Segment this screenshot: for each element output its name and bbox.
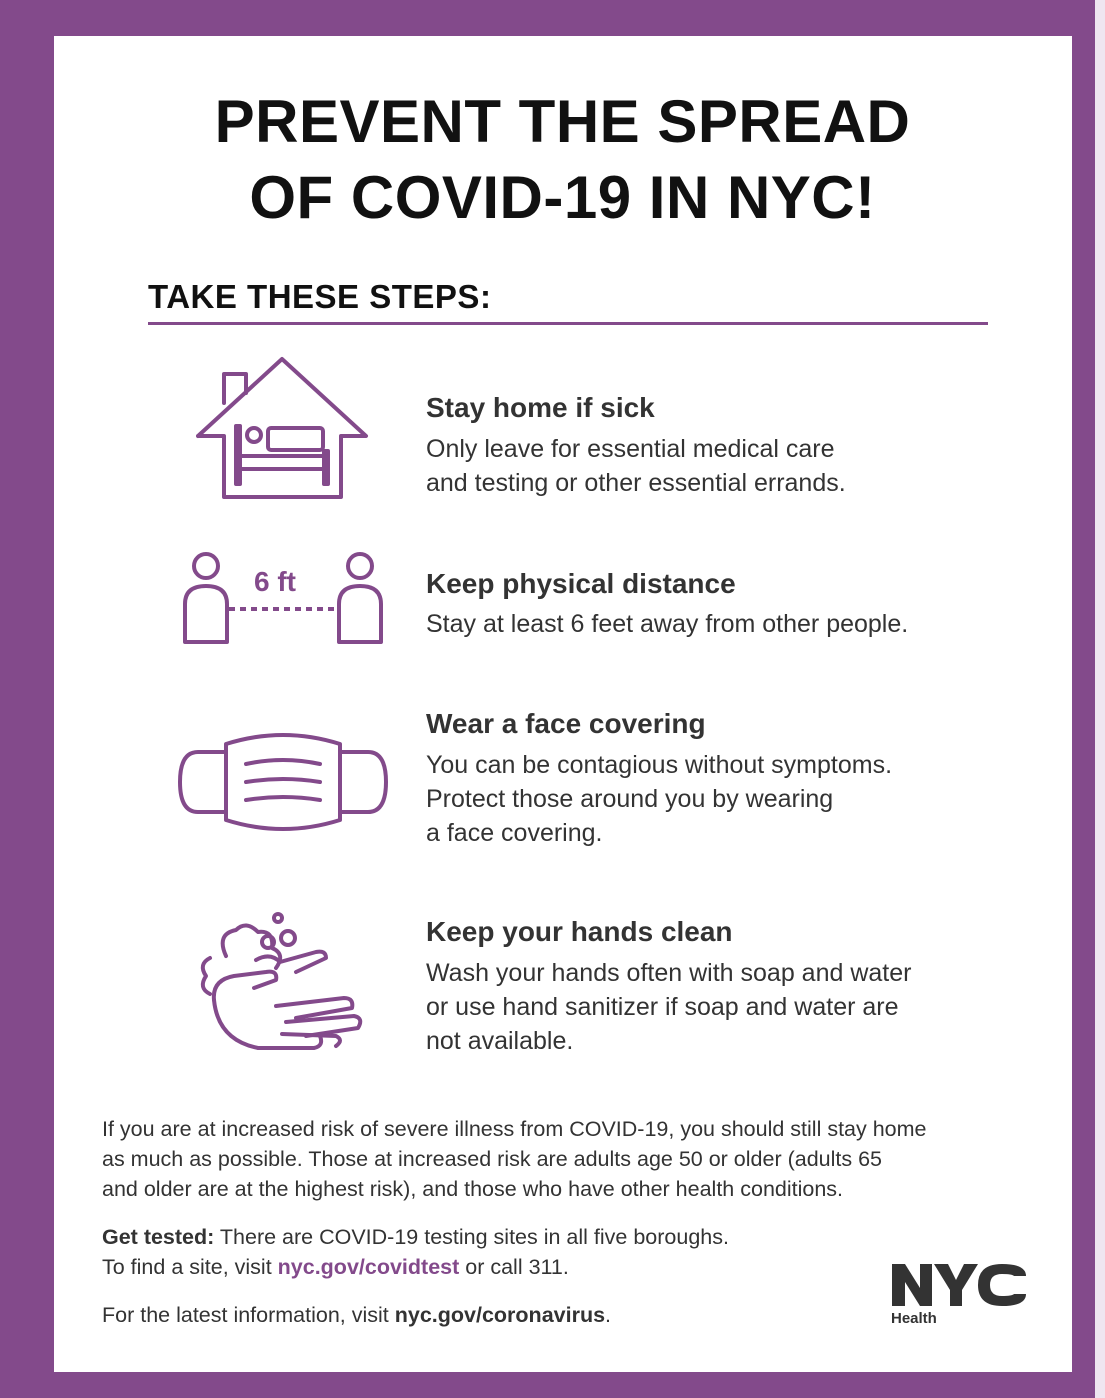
testing-label: Get tested: (102, 1225, 215, 1249)
testing-text-post: or call 311. (459, 1255, 569, 1279)
testing-line-2 (102, 1252, 729, 1282)
steps-heading: TAKE THESE STEPS: (148, 278, 492, 315)
step-title-distance: Keep physical distance (426, 568, 736, 599)
step-title-stay-home: Stay home if sick (426, 392, 655, 423)
step-line: Protect those around you by wearing (426, 785, 834, 813)
latest-pre: For the latest information, visit (102, 1303, 395, 1327)
step-line: and testing or other essential errands. (426, 469, 846, 497)
testing-line-1 (102, 1222, 729, 1252)
page-title (0, 84, 1105, 236)
step-line: Wash your hands often with soap and water (426, 959, 912, 987)
step-title-mask: Wear a face covering (426, 708, 706, 739)
step-line: Stay at least 6 feet away from other people. (426, 610, 909, 638)
latest-info (102, 1300, 611, 1330)
step-line: not available. (426, 1027, 574, 1055)
step-line: Only leave for essential medical care (426, 435, 835, 463)
distance-label: 6 ft (254, 566, 296, 597)
title-line-2: OF COVID-19 IN NYC! (249, 164, 876, 231)
nyc-health-logo (890, 1260, 1030, 1310)
steps-divider (148, 322, 988, 325)
step-text-hands (426, 956, 911, 1058)
face-mask-icon (178, 730, 388, 834)
step-line: You can be contagious without symptoms. (426, 751, 893, 779)
distance-icon (182, 550, 386, 646)
risk-line: as much as possible. Those at increased risk are adults age 50 or older (adults 65 (102, 1147, 883, 1171)
hand-washing-icon (196, 910, 366, 1056)
coronavirus-link[interactable]: nyc.gov/coronavirus (394, 1303, 606, 1327)
latest-post: . (605, 1303, 612, 1327)
testing-paragraph (102, 1222, 729, 1282)
covidtest-link[interactable]: nyc.gov/covidtest (277, 1255, 460, 1279)
step-title-hands: Keep your hands clean (426, 916, 733, 947)
step-text-distance (426, 607, 908, 641)
logo-health-text: Health (891, 1310, 937, 1327)
step-line: a face covering. (426, 819, 603, 847)
testing-text: There are COVID-19 testing sites in all five boroughs. (214, 1225, 729, 1249)
title-line-1: PREVENT THE SPREAD (214, 88, 911, 155)
step-text-mask (426, 748, 892, 850)
step-text-stay-home (426, 432, 846, 500)
house-bed-icon (196, 356, 370, 502)
testing-text-pre: To find a site, visit (102, 1255, 278, 1279)
risk-paragraph (102, 1114, 927, 1204)
risk-line: and older are at the highest risk), and those who have other health conditions. (102, 1177, 844, 1201)
risk-line: If you are at increased risk of severe illness from COVID-19, you should still stay home (102, 1117, 927, 1141)
step-line: or use hand sanitizer if soap and water are (426, 993, 899, 1021)
